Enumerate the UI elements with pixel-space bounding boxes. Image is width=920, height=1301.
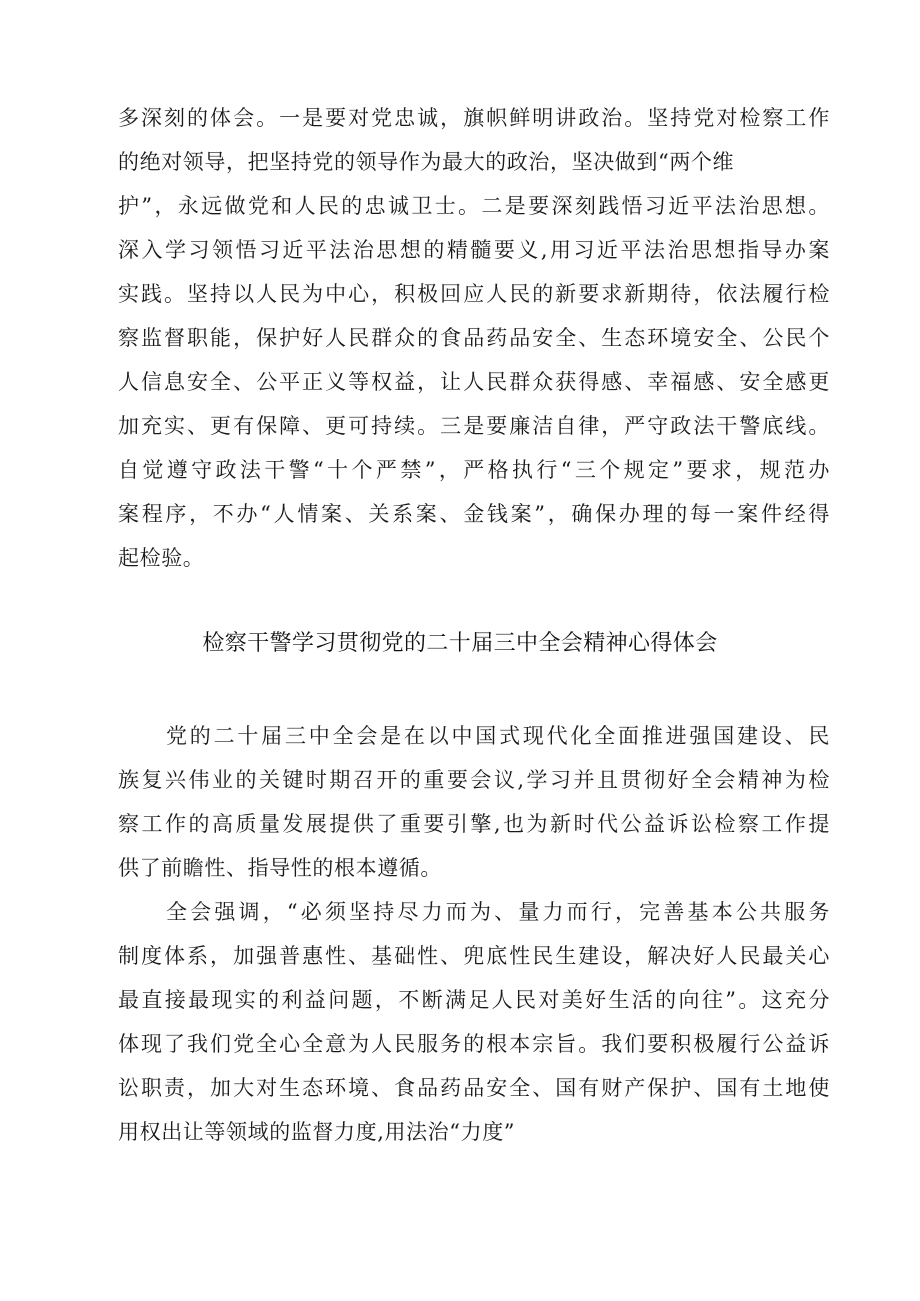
paragraph-line: 最直接最现实的利益问题，不断满足人民对美好生活的向往”。这充分 — [118, 988, 830, 1012]
paragraph-line: 自觉遵守政法干警“十个严禁”，严格执行“三个规定”要求，规范办 — [118, 458, 830, 482]
paragraph-line: 案程序，不办“人情案、关系案、金钱案”，确保办理的每一案件经得 — [118, 502, 830, 526]
paragraph-line: 讼职责，加大对生态环境、食品药品安全、国有财产保护、国有土地使 — [118, 1076, 830, 1100]
article-body — [118, 714, 830, 1154]
paragraph-line: 全会强调，“必须坚持尽力而为、量力而行，完善基本公共服务 — [166, 900, 830, 924]
paragraph-line: 实践。坚持以人民为中心，积极回应人民的新要求新期待，依法履行检 — [118, 282, 830, 306]
paragraph-line: 加充实、更有保障、更可持续。三是要廉洁自律，严守政法干警底线。 — [118, 414, 830, 438]
paragraph-line: 人信息安全、公平正义等权益，让人民群众获得感、幸福感、安全感更 — [118, 370, 830, 394]
previous-article-paragraph — [118, 96, 830, 580]
paragraph-line: 党的二十届三中全会是在以中国式现代化全面推进强国建设、民 — [166, 724, 830, 748]
paragraph-line: 供了前瞻性、指导性的根本遵循。 — [118, 856, 442, 880]
paragraph-line: 族复兴伟业的关键时期召开的重要会议,学习并且贯彻好全会精神为检 — [118, 768, 830, 792]
article-title: 检察干警学习贯彻党的二十届三中全会精神心得体会 — [202, 631, 718, 656]
paragraph-line: 用权出让等领域的监督力度,用法治“力度” — [118, 1120, 516, 1144]
paragraph-line: 制度体系，加强普惠性、基础性、兜底性民生建设，解决好人民最关心 — [118, 944, 830, 968]
paragraph-line: 多深刻的体会。一是要对党忠诚，旗帜鲜明讲政治。坚持党对检察工作 — [118, 106, 830, 130]
paragraph-line: 起检验。 — [118, 546, 205, 570]
paragraph-line: 的绝对领导，把坚持党的领导作为最大的政治，坚决做到“两个维 — [118, 150, 735, 174]
paragraph-line: 护”，永远做党和人民的忠诚卫士。二是要深刻践悟习近平法治思想。 — [118, 194, 830, 218]
paragraph-line: 体现了我们党全心全意为人民服务的根本宗旨。我们要积极履行公益诉 — [118, 1032, 830, 1056]
paragraph-line: 察监督职能，保护好人民群众的食品药品安全、生态环境安全、公民个 — [118, 326, 830, 350]
paragraph-line: 察工作的高质量发展提供了重要引擎,也为新时代公益诉讼检察工作提 — [118, 812, 830, 836]
paragraph-line: 深入学习领悟习近平法治思想的精髓要义,用习近平法治思想指导办案 — [118, 238, 830, 262]
